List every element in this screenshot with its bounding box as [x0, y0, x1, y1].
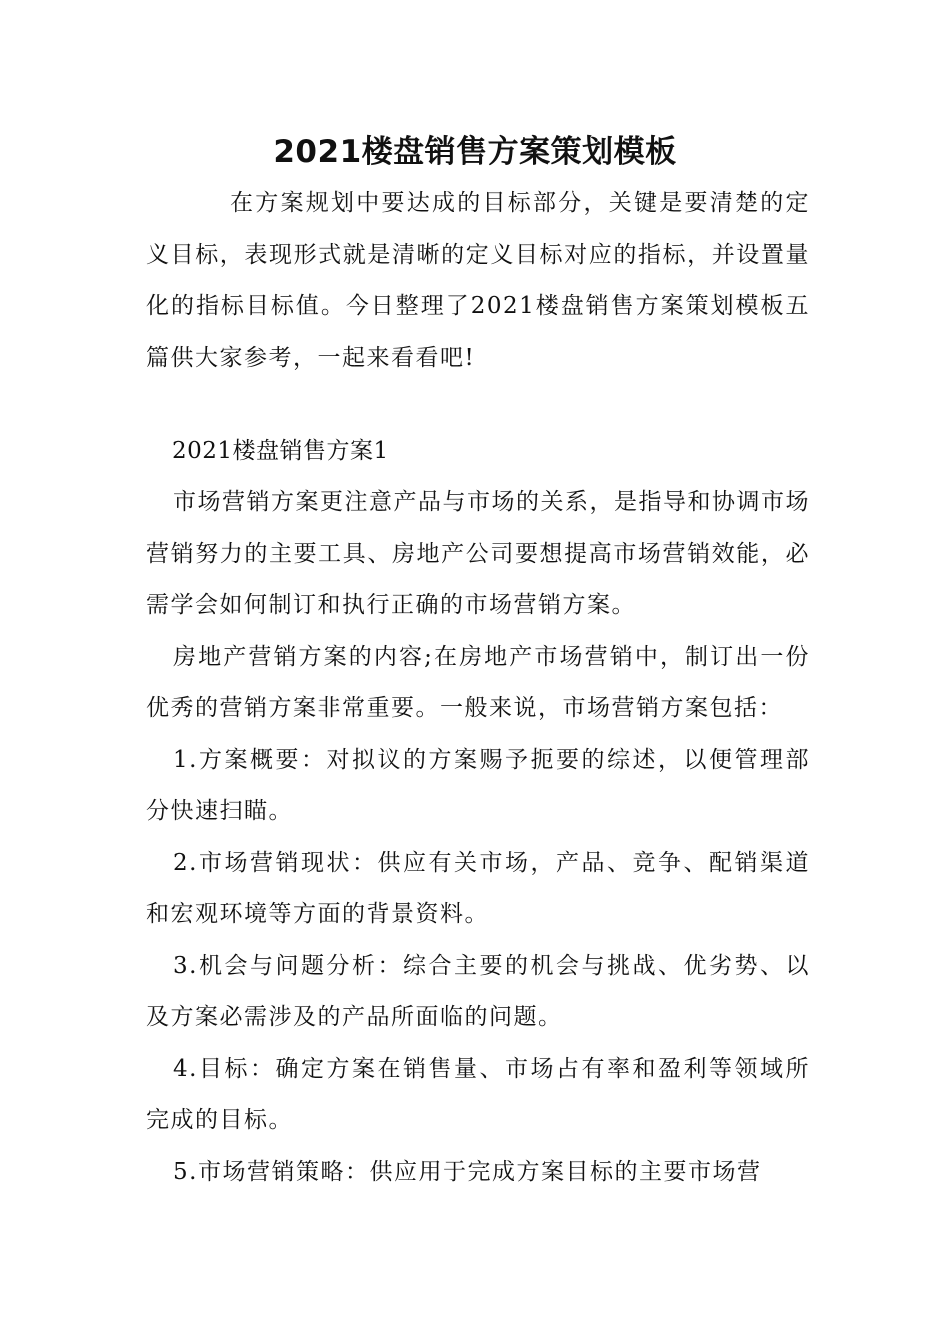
paragraph: 市场营销方案更注意产品与市场的关系，是指导和协调市场营销努力的主要工具、房地产公司要想提高市场营销效能，必需学会如何制订和执行正确的市场营销方案。 [146, 489, 810, 618]
document-title: 2021楼盘销售方案策划模板 [273, 134, 677, 170]
section-body [146, 477, 810, 1198]
intro-paragraph: 在方案规划中要达成的目标部分，关键是要清楚的定义目标，表现形式就是清晰的定义目标对应的指标，并设置量化的指标目标值。今日整理了2021楼盘销售方案策划模板五篇供大家参考，一起来看看吧! [146, 190, 810, 371]
intro-block [146, 178, 810, 384]
list-item: 1.方案概要：对拟议的方案赐予扼要的综述，以便管理部分快速扫瞄。 [146, 746, 810, 824]
list-item: 4.目标：确定方案在销售量、市场占有率和盈利等领域所完成的目标。 [146, 1055, 810, 1133]
paragraph: 房地产营销方案的内容;在房地产市场营销中，制订出一份优秀的营销方案非常重要。一般来说，市场营销方案包括： [146, 643, 810, 721]
list-item: 5.市场营销策略：供应用于完成方案目标的主要市场营 [173, 1158, 762, 1185]
list-item: 2.市场营销现状：供应有关市场，产品、竞争、配销渠道和宏观环境等方面的背景资料。 [146, 849, 810, 927]
list-item: 3.机会与问题分析：综合主要的机会与挑战、优劣势、以及方案必需涉及的产品所面临的问题。 [146, 952, 810, 1030]
section-heading: 2021楼盘销售方案1 [172, 438, 389, 464]
